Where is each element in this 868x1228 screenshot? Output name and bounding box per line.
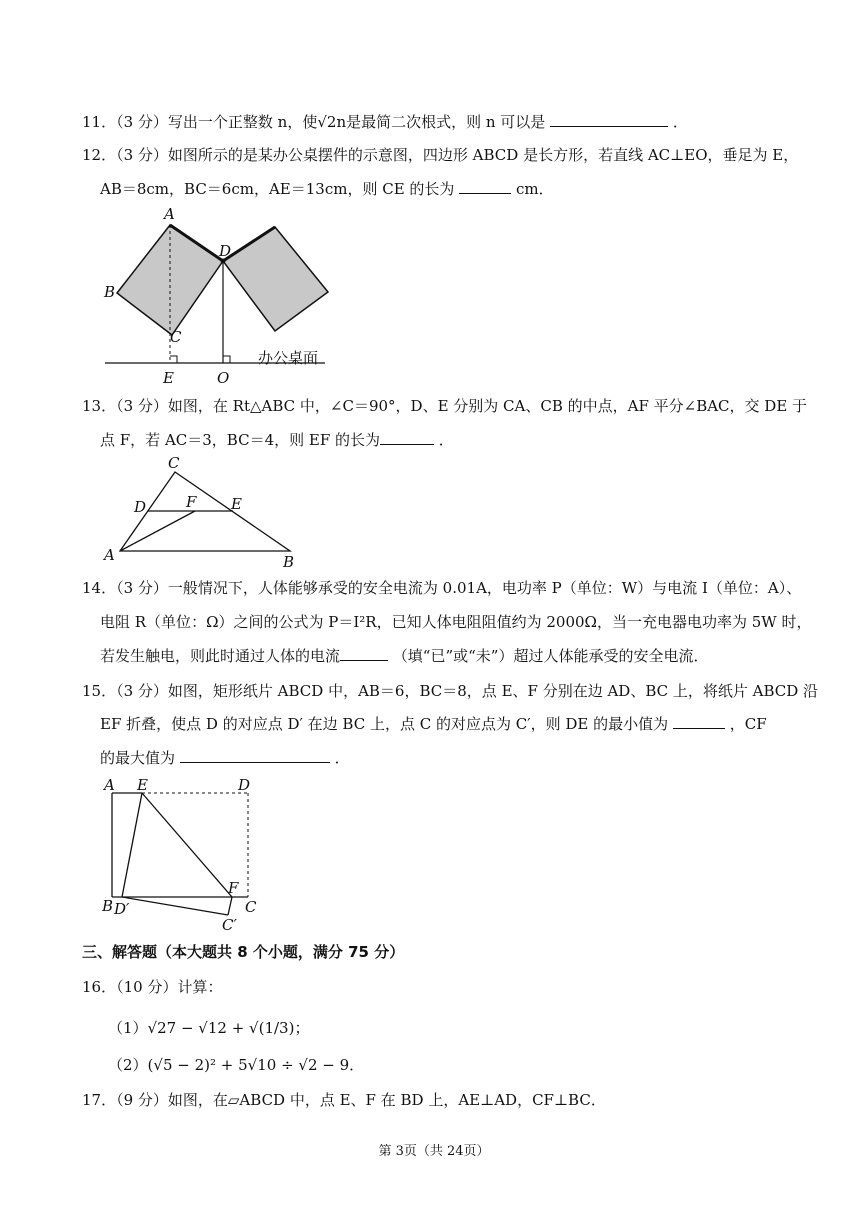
q12-label-c: C (170, 328, 182, 346)
question-15-line2 (100, 714, 767, 734)
q15-line3b: ． (334, 749, 350, 767)
q13-label-a: A (104, 546, 115, 564)
q15-label-c: C (245, 898, 257, 916)
q11-end: ． (672, 113, 688, 131)
q13-label-d: D (134, 498, 147, 516)
q12-answer-blank (459, 179, 511, 194)
q13-label-f: F (186, 493, 197, 511)
q15-segment-dc (122, 897, 228, 915)
q12-label-a: A (164, 205, 175, 223)
q12-rect-right (223, 227, 328, 331)
question-15-line3 (100, 748, 350, 768)
q14-answer-blank (340, 646, 388, 661)
q14-line3a: 若发生触电，则此时通过人体的电流 (100, 647, 341, 665)
question-15-line1: 15．（3 分）如图，矩形纸片 ABCD 中，AB＝6，BC＝8，点 E、F 分别在边 AD、BC 上，将纸片 ABCD 沿 (82, 682, 819, 700)
question-16-part1: （1）√27 − √12 + √(1/3)； (108, 1019, 310, 1037)
q11-math: √2n (317, 113, 347, 131)
q14-line3b: （填“已”或“未”）超过人体能承受的安全电流． (392, 647, 709, 665)
q15-answer-blank-2 (180, 748, 330, 763)
q11-answer-blank (550, 112, 668, 127)
question-16-title: 16．（10 分）计算： (82, 978, 223, 996)
question-13-line2 (100, 430, 454, 450)
q15-segment-ef (142, 793, 232, 897)
q15-label-dprime: D′ (114, 900, 130, 918)
q15-line2b: ，CF (729, 715, 767, 733)
question-12-line1: 12．（3 分）如图所示的是某办公桌摆件的示意图，四边形 ABCD 是长方形，若直线 AC⊥EO，垂足为 E， (82, 146, 799, 164)
q13-line2a: 点 F，若 AC＝3，BC＝4，则 EF 的长为 (100, 431, 381, 449)
q12-label-b: B (104, 283, 116, 301)
q15-label-cprime: C′ (222, 916, 237, 934)
q12-line2b: cm． (516, 180, 554, 198)
question-12-line2 (100, 179, 554, 199)
q15-label-b: B (102, 897, 114, 915)
question-11 (82, 112, 688, 132)
q15-answer-blank-1 (673, 714, 725, 729)
q15-segment-cf (228, 897, 232, 915)
q11-suffix: 是最简二次根式，则 n 可以是 (346, 113, 546, 131)
q15-segment-ed (122, 793, 142, 897)
q12-label-e: E (163, 369, 174, 387)
question-16-part2: （2）(√5 − 2)² + 5√10 ÷ √2 − 9． (108, 1056, 365, 1074)
q15-figure (100, 773, 265, 938)
q15-label-a: A (104, 776, 115, 794)
section-3-heading: 三、解答题（本大题共 8 个小题，满分 75 分） (82, 943, 405, 961)
q15-label-d: D (238, 776, 251, 794)
question-13-line1: 13．（3 分）如图，在 Rt△ABC 中，∠C＝90°，D、E 分别为 CA、CB 的中点，AF 平分∠BAC，交 DE 于 (82, 397, 808, 415)
question-17: 17．（9 分）如图，在▱ABCD 中，点 E、F 在 BD 上，AE⊥AD，CF⊥BC． (82, 1091, 606, 1109)
q12-line2a: AB＝8cm，BC＝6cm，AE＝13cm，则 CE 的长为 (100, 180, 455, 198)
q13-label-c: C (168, 454, 180, 472)
q12-label-d: D (219, 242, 232, 260)
q13-label-e: E (231, 495, 242, 513)
q12-right-angle-o (223, 356, 230, 363)
q13-figure (100, 452, 310, 572)
q13-label-b: B (283, 553, 295, 571)
q13-segment-af (120, 511, 195, 551)
question-14-line2: 电阻 R（单位：Ω）之间的公式为 P＝I²R，已知人体电阻阻值约为 2000Ω，当一充电器电功率为 5W 时， (100, 613, 812, 631)
q15-label-e: E (137, 776, 148, 794)
q15-label-f: F (228, 879, 239, 897)
q12-desk-label: 办公桌面 (258, 349, 319, 367)
question-14-line3 (100, 646, 708, 666)
page-footer: 第 3页（共 24页） (378, 1144, 490, 1159)
q11-prefix: 11．（3 分）写出一个正整数 n，使 (82, 113, 318, 131)
q13-answer-blank (380, 430, 434, 445)
q15-line3a: 的最大值为 (100, 749, 176, 767)
q12-figure (100, 205, 340, 390)
question-14-line1: 14．（3 分）一般情况下，人体能够承受的安全电流为 0.01A，电功率 P（单位：W）与电流 I（单位：A）、 (82, 579, 802, 597)
q13-line2b: ． (438, 431, 454, 449)
q12-label-o: O (217, 369, 230, 387)
q12-right-angle-e (170, 356, 177, 363)
q15-line2a: EF 折叠，使点 D 的对应点 D′ 在边 BC 上，点 C 的对应点为 C′，则 DE 的最小值为 (100, 715, 669, 733)
